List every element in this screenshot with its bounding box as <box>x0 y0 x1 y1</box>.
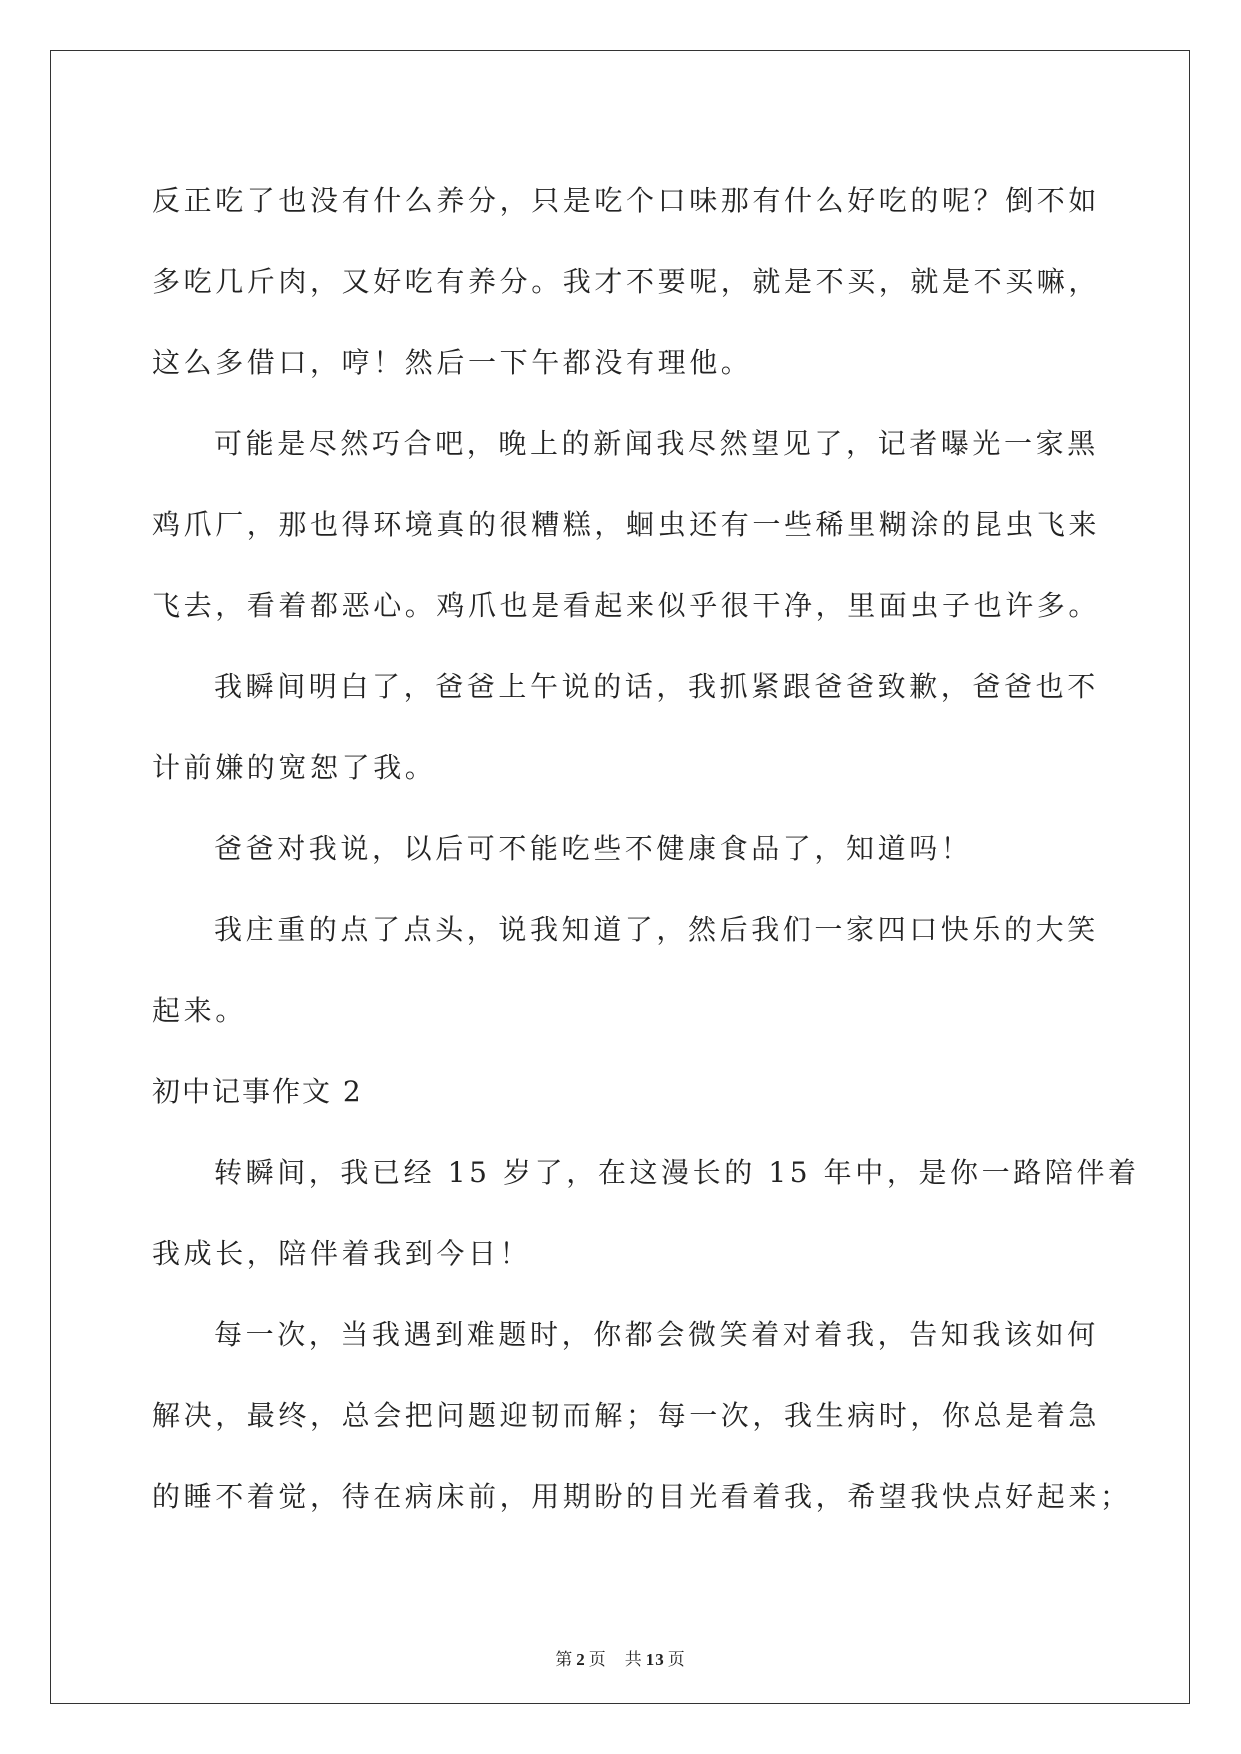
page-total-number: 13 <box>645 1650 665 1669</box>
page-suffix: 页 <box>588 1650 607 1670</box>
total-suffix: 页 <box>667 1650 686 1670</box>
paragraph-start-line: 我瞬间明白了，爸爸上午说的话，我抓紧跟爸爸致歉，爸爸也不 <box>214 670 1099 703</box>
text-line: 反正吃了也没有什么养分，只是吃个口味那有什么好吃的呢？倒不如 <box>152 184 1101 217</box>
text-line: 的睡不着觉，待在病床前，用期盼的目光看着我，希望我快点好起来； <box>152 1480 1132 1513</box>
section-heading: 初中记事作文 2 <box>152 1075 363 1108</box>
text-line: 多吃几斤肉，又好吃有养分。我才不要呢，就是不买，就是不买嘛， <box>152 265 1101 298</box>
paragraph-start-line: 转瞬间，我已经 15 岁了，在这漫长的 15 年中，是你一路陪伴着 <box>214 1156 1140 1189</box>
text-line: 鸡爪厂，那也得环境真的很糟糕，蛔虫还有一些稀里糊涂的昆虫飞来 <box>152 508 1101 541</box>
page-prefix: 第 <box>555 1650 574 1670</box>
page-footer <box>0 1645 1241 1670</box>
document-body <box>152 160 1140 1537</box>
text-line: 这么多借口，哼！然后一下午都没有理他。 <box>152 346 753 379</box>
paragraph-start-line: 爸爸对我说，以后可不能吃些不健康食品了，知道吗！ <box>214 832 973 865</box>
paragraph-start-line: 我庄重的点了点头，说我知道了，然后我们一家四口快乐的大笑 <box>214 913 1099 946</box>
text-line: 我成长，陪伴着我到今日！ <box>152 1237 532 1270</box>
text-line: 飞去，看着都恶心。鸡爪也是看起来似乎很干净，里面虫子也许多。 <box>152 589 1101 622</box>
paragraph-start-line: 每一次，当我遇到难题时，你都会微笑着对着我，告知我该如何 <box>214 1318 1099 1351</box>
text-line: 起来。 <box>152 994 247 1027</box>
page-current-number: 2 <box>576 1650 586 1669</box>
text-line: 计前嫌的宽恕了我。 <box>152 751 437 784</box>
total-prefix: 共 <box>624 1650 643 1670</box>
paragraph-start-line: 可能是尽然巧合吧，晚上的新闻我尽然望见了，记者曝光一家黑 <box>214 427 1099 460</box>
text-line: 解决，最终，总会把问题迎韧而解；每一次，我生病时，你总是着急 <box>152 1399 1101 1432</box>
